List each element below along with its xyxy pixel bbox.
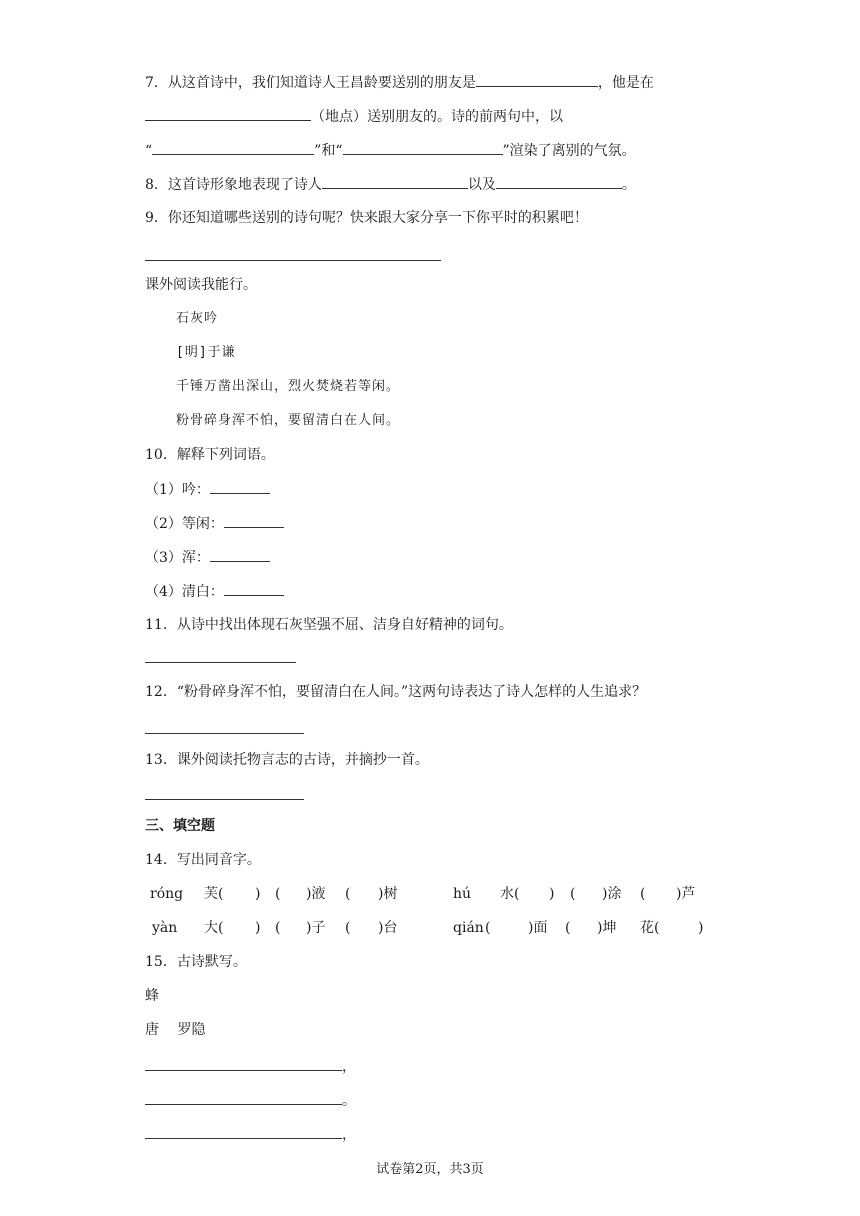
q7-line1 [145,72,654,93]
char-blank-close[interactable]: )台 [378,920,398,936]
q12-answer-line[interactable] [145,733,304,734]
poem-title: 石灰吟 [176,311,219,326]
poem-author: [明]于谦 [176,345,236,360]
pinyin-label: hú [453,886,472,902]
q10-blank[interactable] [210,547,270,562]
q11-text: 11．从诗中找出体现石灰坚强不屈、洁身自好精神的词句。 [145,617,513,633]
q13-text: 13．课外阅读托物言志的古诗，并摘抄一首。 [145,752,429,768]
q7-blank-place[interactable] [145,106,311,121]
q10-blank[interactable] [224,581,284,596]
q7-blank-phrase2[interactable] [343,140,503,155]
q12-text: 12．“粉骨碎身浑不怕，要留清白在人间。”这两句诗表达了诗人怎样的人生追求？ [145,684,647,700]
q8-text-c: 。 [621,177,636,193]
q15-punct: 。 [342,1093,356,1109]
char-blank-open: ( [570,886,576,902]
pinyin-label: róng [150,886,184,902]
q10-item-label: （3）浑： [145,550,210,566]
q10-item-label: （1）吟： [145,482,210,498]
char-blank-close[interactable]: )面 [528,920,548,936]
char-blank-close[interactable]: ) [549,886,555,902]
char-blank-close[interactable]: )坤 [597,920,617,936]
q10-item-label: （4）清白： [145,584,224,600]
q15-blank[interactable] [145,1124,342,1139]
char-blank-close[interactable]: )涂 [602,886,622,902]
q15-blank[interactable] [145,1056,342,1071]
char-blank-close[interactable]: )树 [378,886,398,902]
char-blank-close[interactable]: )液 [306,886,326,902]
char-blank-open: ( [345,920,351,936]
q7-text-end: ”渲染了离别的气氛。 [502,143,636,159]
char-blank-open: 花( [640,920,660,936]
pinyin-label: yàn [152,920,178,936]
q8-blank-2[interactable] [496,174,622,189]
q10-item [145,479,270,500]
q7-line2 [145,106,563,127]
char-blank-close[interactable]: ) [698,920,704,936]
char-blank-close[interactable]: ) [255,886,261,902]
q15-blank[interactable] [145,1090,342,1105]
q11-answer-line[interactable] [145,662,296,663]
q10-blank[interactable] [224,513,284,528]
q10-item [145,547,270,568]
char-blank-open: ( [275,920,281,936]
q8-line [145,174,636,195]
char-blank-close[interactable]: ) [255,920,261,936]
char-blank-open: ( [565,920,571,936]
q8-text-a: 8．这首诗形象地表现了诗人 [145,177,322,193]
char-blank-close[interactable]: )芦 [676,886,696,902]
poem-line2: 粉骨碎身浑不怕，要留清白在人间。 [176,413,401,428]
q9-text: 9．你还知道哪些送别的诗句呢？快来跟大家分享一下你平时的积累吧！ [145,210,588,226]
page-footer: 试卷第2页，共3页 [376,1162,484,1177]
char-blank-open: ( [640,886,646,902]
q15-poem-title: 蜂 [145,988,159,1004]
q15-punct: ， [342,1127,356,1143]
q8-text-b: 以及 [467,177,496,193]
q15-write-line [145,1124,356,1145]
q10-prompt: 10．解释下列词语。 [145,447,275,463]
q15-prompt: 15．古诗默写。 [145,954,247,970]
pinyin-label: qián [453,920,484,936]
q7-quote-open: “ [145,143,153,159]
q7-blank-phrase1[interactable] [152,140,314,155]
q8-blank-1[interactable] [322,174,468,189]
q10-item [145,581,284,602]
q7-text-c: （地点）送别朋友的。诗的前两句中，以 [311,109,563,125]
q10-item-label: （2）等闲： [145,516,224,532]
char-blank-open: 水( [500,886,520,902]
q7-text-a: 7．从这首诗中，我们知道诗人王昌龄要送别的朋友是 [145,75,476,91]
q10-blank[interactable] [210,479,270,494]
q15-punct: ， [342,1059,356,1075]
char-blank-open: ( [485,920,491,936]
q15-write-line [145,1056,356,1077]
q10-item [145,513,284,534]
q14-prompt: 14．写出同音字。 [145,852,261,868]
q13-answer-line[interactable] [145,799,304,800]
char-blank-open: ( [345,886,351,902]
section-heading: 三、填空题 [145,818,215,834]
q9-answer-line[interactable] [145,260,441,261]
char-blank-open: 大( [204,920,224,936]
q7-blank-friend[interactable] [476,72,598,87]
q15-poem-author: 唐 罗隐 [145,1022,206,1038]
char-blank-open: 芙( [204,886,224,902]
reading-title: 课外阅读我能行。 [145,277,257,293]
q15-write-line [145,1090,356,1111]
q7-quote-mid: ”和“ [314,143,343,159]
q7-text-b: ，他是在 [597,75,654,91]
char-blank-open: ( [275,886,281,902]
poem-line1: 千锤万凿出深山，烈火焚烧若等闲。 [176,379,401,394]
q7-line3 [145,140,636,161]
char-blank-close[interactable]: )子 [306,920,326,936]
